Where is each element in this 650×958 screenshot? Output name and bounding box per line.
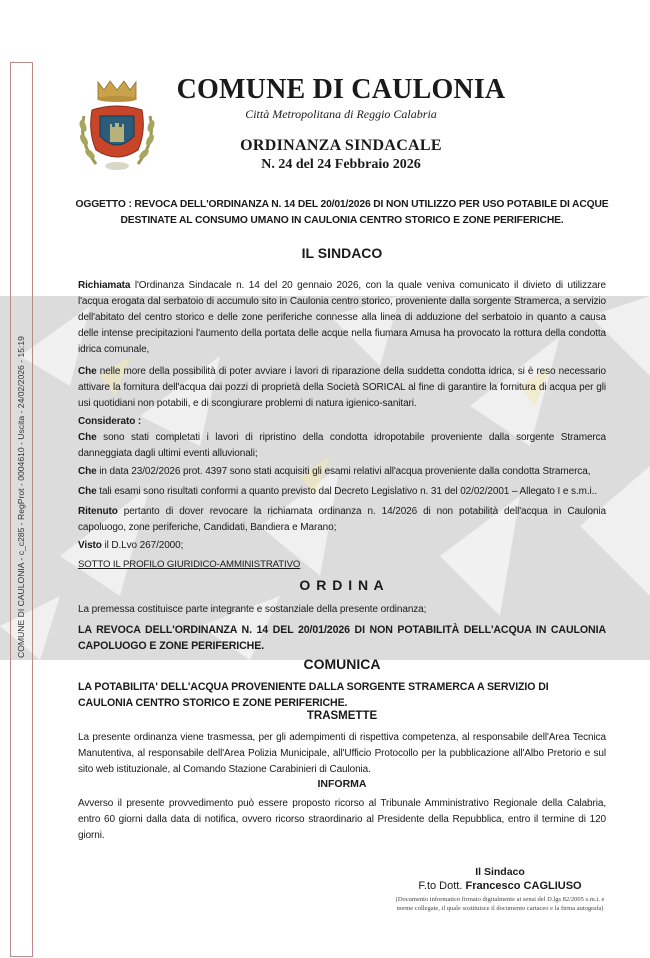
- subject-line-1: OGGETTO : REVOCA DELL'ORDINANZA N. 14 DEL 20/01/2026 DI NON UTILIZZO PER USO POTABILE DI ACQUE: [75, 199, 609, 210]
- paragraph-richiamata: [78, 278, 606, 358]
- paragraph-informa: Avverso il presente provvedimento può essere proposto ricorso al Tribunale Amministrativo Regionale della Calabria, entro 60 giorni dalla data di notifica, ovvero ricorso straordinario al Presidente della Repubblica, entro il termine di 120 giorni.: [78, 798, 606, 841]
- lead-che-1: Che: [78, 366, 97, 377]
- subject-line-2: DESTINATE AL CONSUMO UMANO IN CAULONIA CENTRO STORICO E ZONE PERIFERICHE.: [120, 215, 564, 226]
- coat-of-arms-icon: [76, 78, 158, 174]
- heading-il-sindaco: IL SINDACO: [301, 245, 383, 261]
- heading-ordina: O R D I N A: [299, 577, 385, 593]
- lead-che-4: Che: [78, 486, 97, 497]
- paragraph-premessa: La premessa costituisce parte integrante e sostanziale della presente ordinanza;: [78, 604, 427, 615]
- heading-considerato: [78, 414, 606, 430]
- text-richiamata: l'Ordinanza Sindacale n. 14 del 20 gennaio 2026, con la quale veniva comunicato il divieto di utilizzare l'acqua erogata dal serbatoio di accumulo sito in Caulonia centro storico, proveniente dalla sorgente Stramerca, a servizio dell'abitato del centro storico e delle zone periferiche connesse alla linea di adduzione del serbatoio in quanto a causa delle intense precipitazioni l'aumento della portata delle acque nella fiumara Amusa ha provocato la rottura della condotta idrica comunale,: [78, 280, 606, 355]
- protocol-stamp-text: COMUNE DI CAULONIA - c_c285 - RegProt - 0004610 - Uscita - 24/02/2026 - 15:19: [16, 336, 26, 658]
- text-che-1: nelle more della possibilità di poter avviare i lavori di riparazione della suddetta condotta idrica, si è reso necessario attivare la fornitura dell'acqua dai pozzi di proprietà della Società SORICAL al fine di garantire la fornitura di acqua per gli usi quotidiani non potabili, e di scongiurare problemi di natura igienico-sanitari.: [78, 366, 606, 409]
- municipality-title: COMUNE DI CAULONIA: [176, 74, 506, 105]
- lead-visto: Visto: [78, 540, 102, 551]
- label-profilo: SOTTO IL PROFILO GIURIDICO-AMMINISTRATIVO: [78, 559, 301, 570]
- paragraph-visto: [78, 538, 606, 554]
- paragraph-che-1: [78, 364, 606, 412]
- lead-che-2: Che: [78, 432, 97, 443]
- lead-che-3: Che: [78, 466, 97, 477]
- signature-name: Francesco CAGLIUSO: [465, 880, 582, 892]
- paragraph-che-4: [78, 484, 606, 500]
- paragraph-revoca: LA REVOCA DELL'ORDINANZA N. 14 DEL 20/01/2026 DI NON POTABILITÀ DELL'ACQUA IN CAULONIA CAPOLUOGO E ZONE PERIFERICHE.: [78, 624, 606, 652]
- paragraph-comunica: LA POTABILITA' DELL'ACQUA PROVENIENTE DALLA SORGENTE STRAMERCA A SERVIZIO DI CAULONIA CENTRO STORICO E ZONE PERIFERICHE.: [78, 681, 549, 709]
- paragraph-ritenuto: [78, 504, 606, 536]
- lead-ritenuto: Ritenuto: [78, 506, 118, 517]
- signature-line: [390, 880, 610, 892]
- heading-comunica: COMUNICA: [303, 656, 381, 672]
- text-che-3: in data 23/02/2026 prot. 4397 sono stati acquisiti gli esami relativi all'acqua proveniente dalla condotta Stramerca,: [96, 466, 591, 477]
- document-number: N. 24 del 24 Febbraio 2026: [261, 157, 421, 172]
- signature-prefix: F.to Dott.: [418, 880, 466, 892]
- heading-informa: INFORMA: [317, 778, 367, 790]
- text-che-4: tali esami sono risultati conformi a quanto previsto dal Decreto Legislativo n. 31 del 02/02/2001 – Allegato I e s.m.i..: [96, 486, 598, 497]
- municipality-subtitle: Città Metropolitana di Reggio Calabria: [245, 107, 437, 121]
- label-considerato: Considerato :: [78, 416, 142, 427]
- document-type: ORDINANZA SINDACALE: [240, 137, 442, 154]
- paragraph-che-2: [78, 430, 606, 462]
- lead-richiamata: Richiamata: [78, 280, 131, 291]
- heading-trasmette: TRASMETTE: [306, 710, 378, 722]
- text-che-2: sono stati completati i lavori di ripristino della condotta idropotabile proveniente dalla sorgente Stramerca danneggiata dagli ultimi eventi alluvionali;: [78, 432, 606, 459]
- paragraph-trasmette: La presente ordinanza viene trasmessa, per gli adempimenti di rispettiva competenza, al responsabile dell'Area Tecnica Manutentiva, al responsabile dell'Area Polizia Municipale, all'Ufficio Protocollo per la pubblicazione all'Albo Pretorio e sul sito web istituzionale, al Comando Stazione Carabinieri di Caulonia.: [78, 732, 606, 775]
- signature-note: (Documento informatico firmato digitalmente ai sensi del D.lgs 82/2005 s.m.i. e norme collegate, il quale sostituisce il documento cartaceo e la firma autografa): [395, 896, 605, 912]
- paragraph-che-3: [78, 464, 606, 480]
- text-ritenuto: pertanto di dover revocare la richiamata ordinanza n. 14/2026 di non potabilità dell'acqua in Caulonia capoluogo, zone periferiche, Candidati, Bandiera e Marano;: [78, 506, 606, 533]
- signature-title: Il Sindaco: [475, 866, 525, 878]
- text-visto: il D.Lvo 267/2000;: [101, 540, 184, 551]
- subject-block: [74, 197, 610, 229]
